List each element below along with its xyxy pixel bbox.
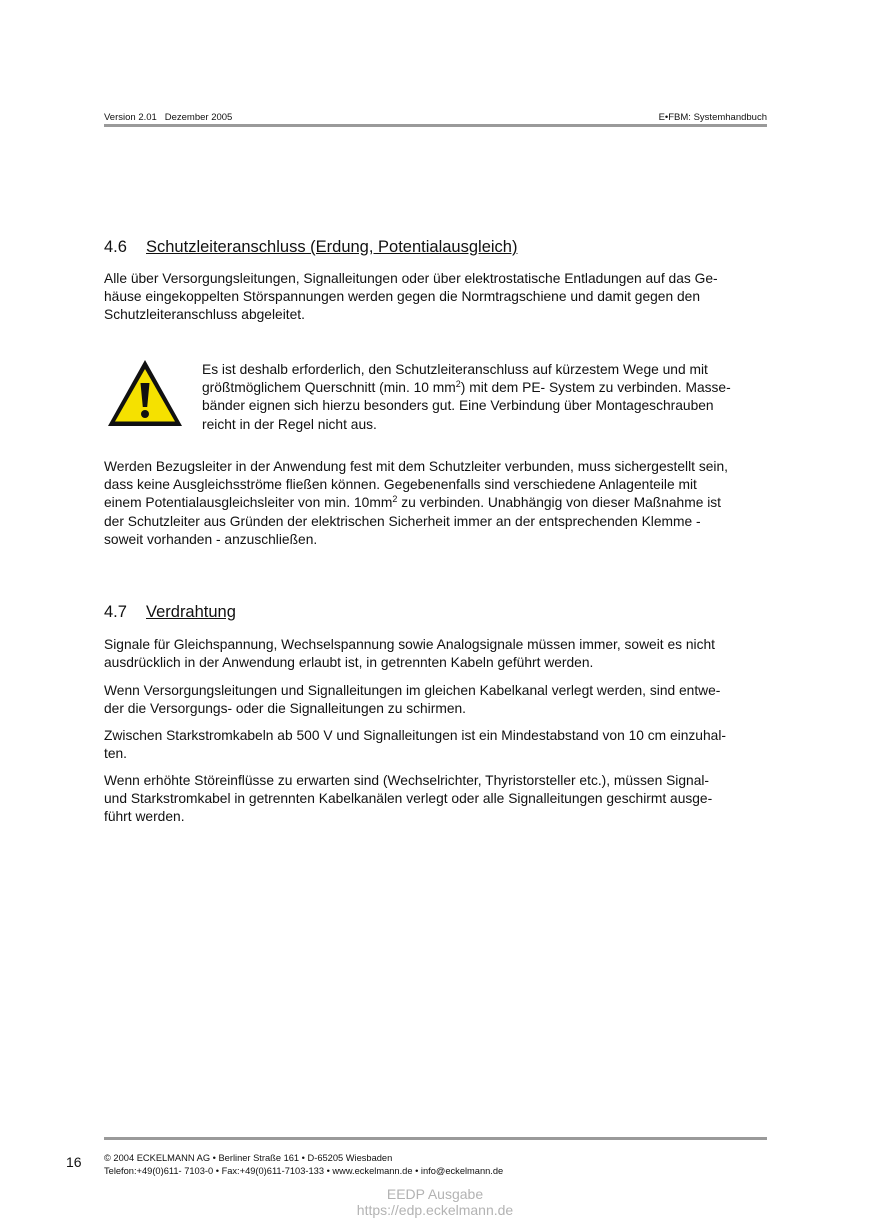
watermark-url: https://edp.eckelmann.de (356, 1202, 514, 1218)
page-header (104, 112, 767, 123)
paragraph-4-7-versorgung: Wenn Versorgungsleitungen und Signalleitungen im gleichen Kabelkanal verlegt werden, sind entwe- der die Versorgungs- oder die Signalleitungen zu schirmen. (104, 683, 721, 717)
paragraph-4-7-abstand: Zwischen Starkstromkabeln ab 500 V und Signalleitungen ist ein Mindestabstand von 10 cm einzuhal- ten. (104, 728, 726, 762)
header-version: Version 2.01 Dezember 2005 (104, 112, 233, 123)
paragraph-4-6-intro: Alle über Versorgungsleitungen, Signalleitungen oder über elektrostatische Entladungen auf das Ge- häuse eingekoppelten Störspannungen werden gegen die Normtragschiene und damit gegen den Schutzleiteranschluss abgeleitet. (104, 271, 718, 323)
paragraph-4-6-bezugsleiter: Werden Bezugsleiter in der Anwendung fest mit dem Schutzleiter verbunden, muss sichergestellt sein, dass keine Ausgleichsströme fließen können. Gegebenenfalls sind verschiedene Anlagenteile mit einem Potentialausgleichsleiter von min. $10mm^2$ zu verbinden. Unabhängig von dieser Maßnahme ist der Schutzleiter aus Gründen der elektrischen Sicherheit immer an der entsprechenden Klemme - soweit vorhanden - anzuschließen. (104, 459, 728, 547)
page-number: 16 (66, 1154, 82, 1170)
section-heading-4-6: 4.6 Schutzleiteranschluss (Erdung, Potentialausgleich) (104, 238, 518, 256)
footer-address: © 2004 ECKELMANN AG • Berliner Straße 161 • D-65205 Wiesbaden (104, 1153, 393, 1163)
warning-triangle-icon (106, 358, 184, 428)
page-footer (104, 1152, 503, 1178)
paragraph-4-7-stoereinfluesse: Wenn erhöhte Störeinflüsse zu erwarten sind (Wechselrichter, Thyristorsteller etc.), müssen Signal- und Starkstromkabel in getrennten Kabelkanälen verlegt oder alle Signalleitungen geschirmt ausge- führt werden. (104, 773, 713, 825)
footer-contact: Telefon:+49(0)611- 7103-0 • Fax:+49(0)611-7103-133 • www.eckelmann.de • info@eckelmann.de (104, 1166, 504, 1176)
watermark-edition: EEDP Ausgabe (386, 1186, 484, 1202)
header-rule (104, 124, 767, 127)
paragraph-4-7-signale: Signale für Gleichspannung, Wechselspannung sowie Analogsignale müssen immer, soweit es nicht ausdrücklich in der Anwendung erlaubt ist, in getrennten Kabeln geführt werden. (104, 637, 715, 671)
section-heading-4-7: 4.7 Verdrahtung (104, 603, 236, 621)
warning-notice: Es ist deshalb erforderlich, den Schutzleiteranschluss auf kürzestem Wege und mit größtmöglichem Querschnitt (min. 10 $mm^2$) mit dem PE- System zu verbinden. Masse- bänder eignen sich hierzu besonders gut. Eine Verbindung über Montageschrauben reicht in der Regel nicht aus. (202, 362, 731, 432)
header-title: E•FBM: Systemhandbuch (658, 112, 767, 123)
footer-rule (104, 1137, 767, 1140)
